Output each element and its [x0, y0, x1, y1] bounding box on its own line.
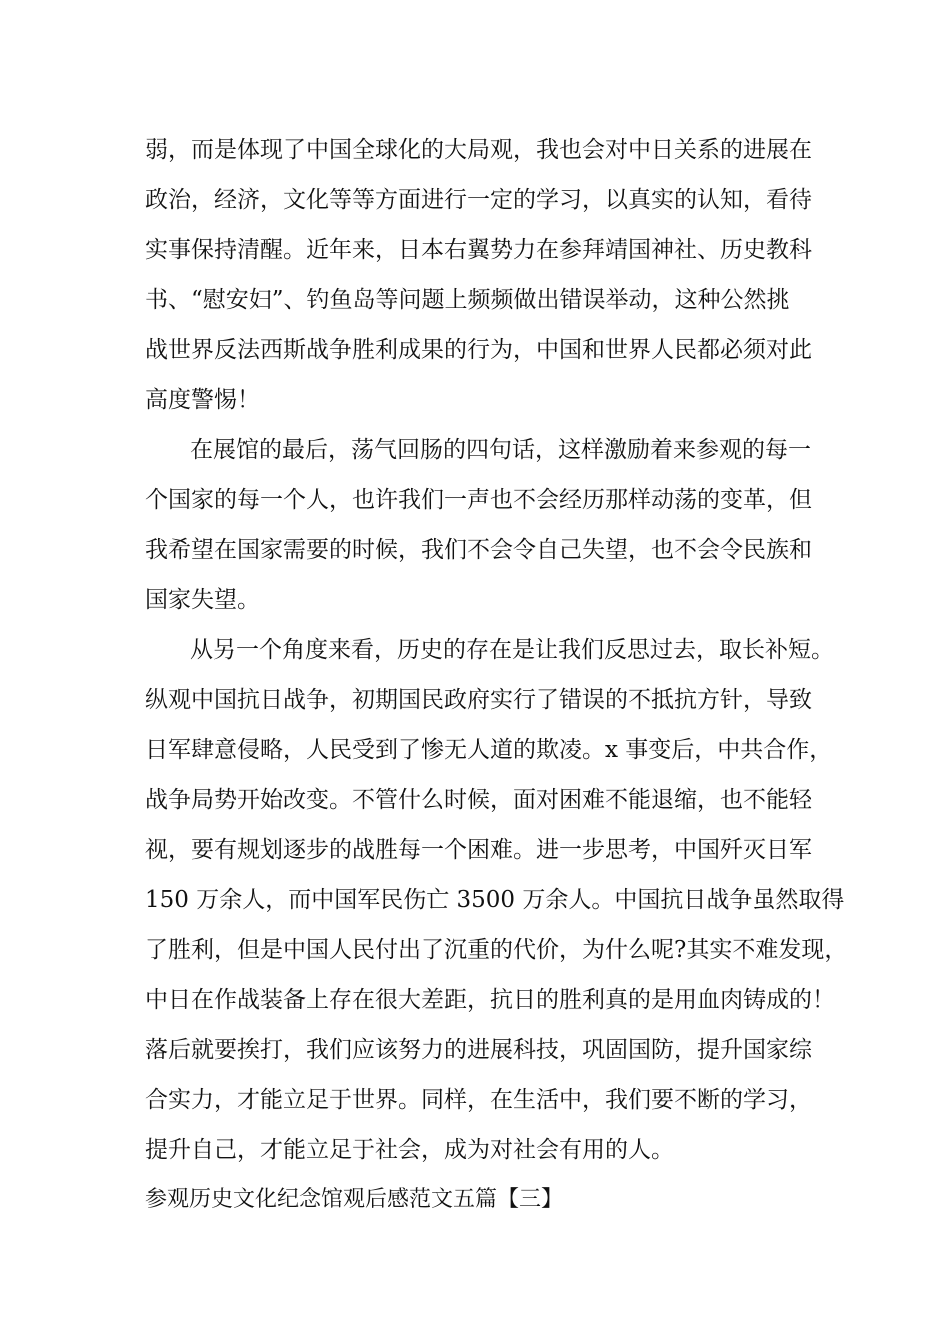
paragraph-3-line-9: 落后就要挨打，我们应该努力的进展科技，巩固国防，提升国家综: [145, 1037, 812, 1063]
paragraph-3-line-3: 日军肆意侵略，人民受到了惨无人道的欺凌。x 事变后，中共合作，: [145, 737, 833, 763]
paragraph-3-line-8: 中日在作战装备上存在很大差距，抗日的胜利真的是用血肉铸成的！: [145, 987, 835, 1013]
paragraph-1-line-5: 战世界反法西斯战争胜利成果的行为，中国和世界人民都必须对此: [145, 337, 812, 363]
section-heading: 参观历史文化纪念馆观后感范文五篇【三】: [145, 1187, 564, 1212]
paragraph-3-line-1: 从另一个角度来看，历史的存在是让我们反思过去，取长补短。: [190, 637, 834, 663]
paragraph-3-line-2: 纵观中国抗日战争，初期国民政府实行了错误的不抵抗方针，导致: [145, 687, 812, 713]
paragraph-1-line-4: 书、“慰安妇”、钓鱼岛等问题上频频做出错误举动，这种公然挑: [145, 287, 790, 313]
paragraph-1-line-2: 政治，经济，文化等等方面进行一定的学习，以真实的认知，看待: [145, 187, 812, 213]
paragraph-2-line-1: 在展馆的最后，荡气回肠的四句话，这样激励着来参观的每一: [190, 437, 811, 463]
paragraph-2-line-2: 个国家的每一个人，也许我们一声也不会经历那样动荡的变革，但: [145, 487, 812, 513]
paragraph-1-line-6: 高度警惕！: [145, 387, 260, 413]
paragraph-3-line-4: 战争局势开始改变。不管什么时候，面对困难不能退缩，也不能轻: [145, 787, 812, 813]
paragraph-3-line-10: 合实力，才能立足于世界。同样，在生活中，我们要不断的学习，: [145, 1087, 812, 1113]
paragraph-3-line-11: 提升自己，才能立足于社会，成为对社会有用的人。: [145, 1137, 674, 1163]
paragraph-3-line-6: 150 万余人，而中国军民伤亡 3500 万余人。中国抗日战争虽然取得: [145, 887, 845, 913]
paragraph-1-line-3: 实事保持清醒。近年来，日本右翼势力在参拜靖国神社、历史教科: [145, 237, 812, 263]
paragraph-3-line-5: 视，要有规划逐步的战胜每一个困难。进一步思考，中国歼灭日军: [145, 837, 812, 863]
paragraph-3-line-7: 了胜利，但是中国人民付出了沉重的代价，为什么呢?其实不难发现，: [145, 937, 848, 963]
paragraph-2-line-3: 我希望在国家需要的时候，我们不会令自己失望，也不会令民族和: [145, 537, 812, 563]
paragraph-2-line-4: 国家失望。: [145, 587, 260, 613]
paragraph-1-line-1: 弱，而是体现了中国全球化的大局观，我也会对中日关系的进展在: [145, 137, 812, 163]
